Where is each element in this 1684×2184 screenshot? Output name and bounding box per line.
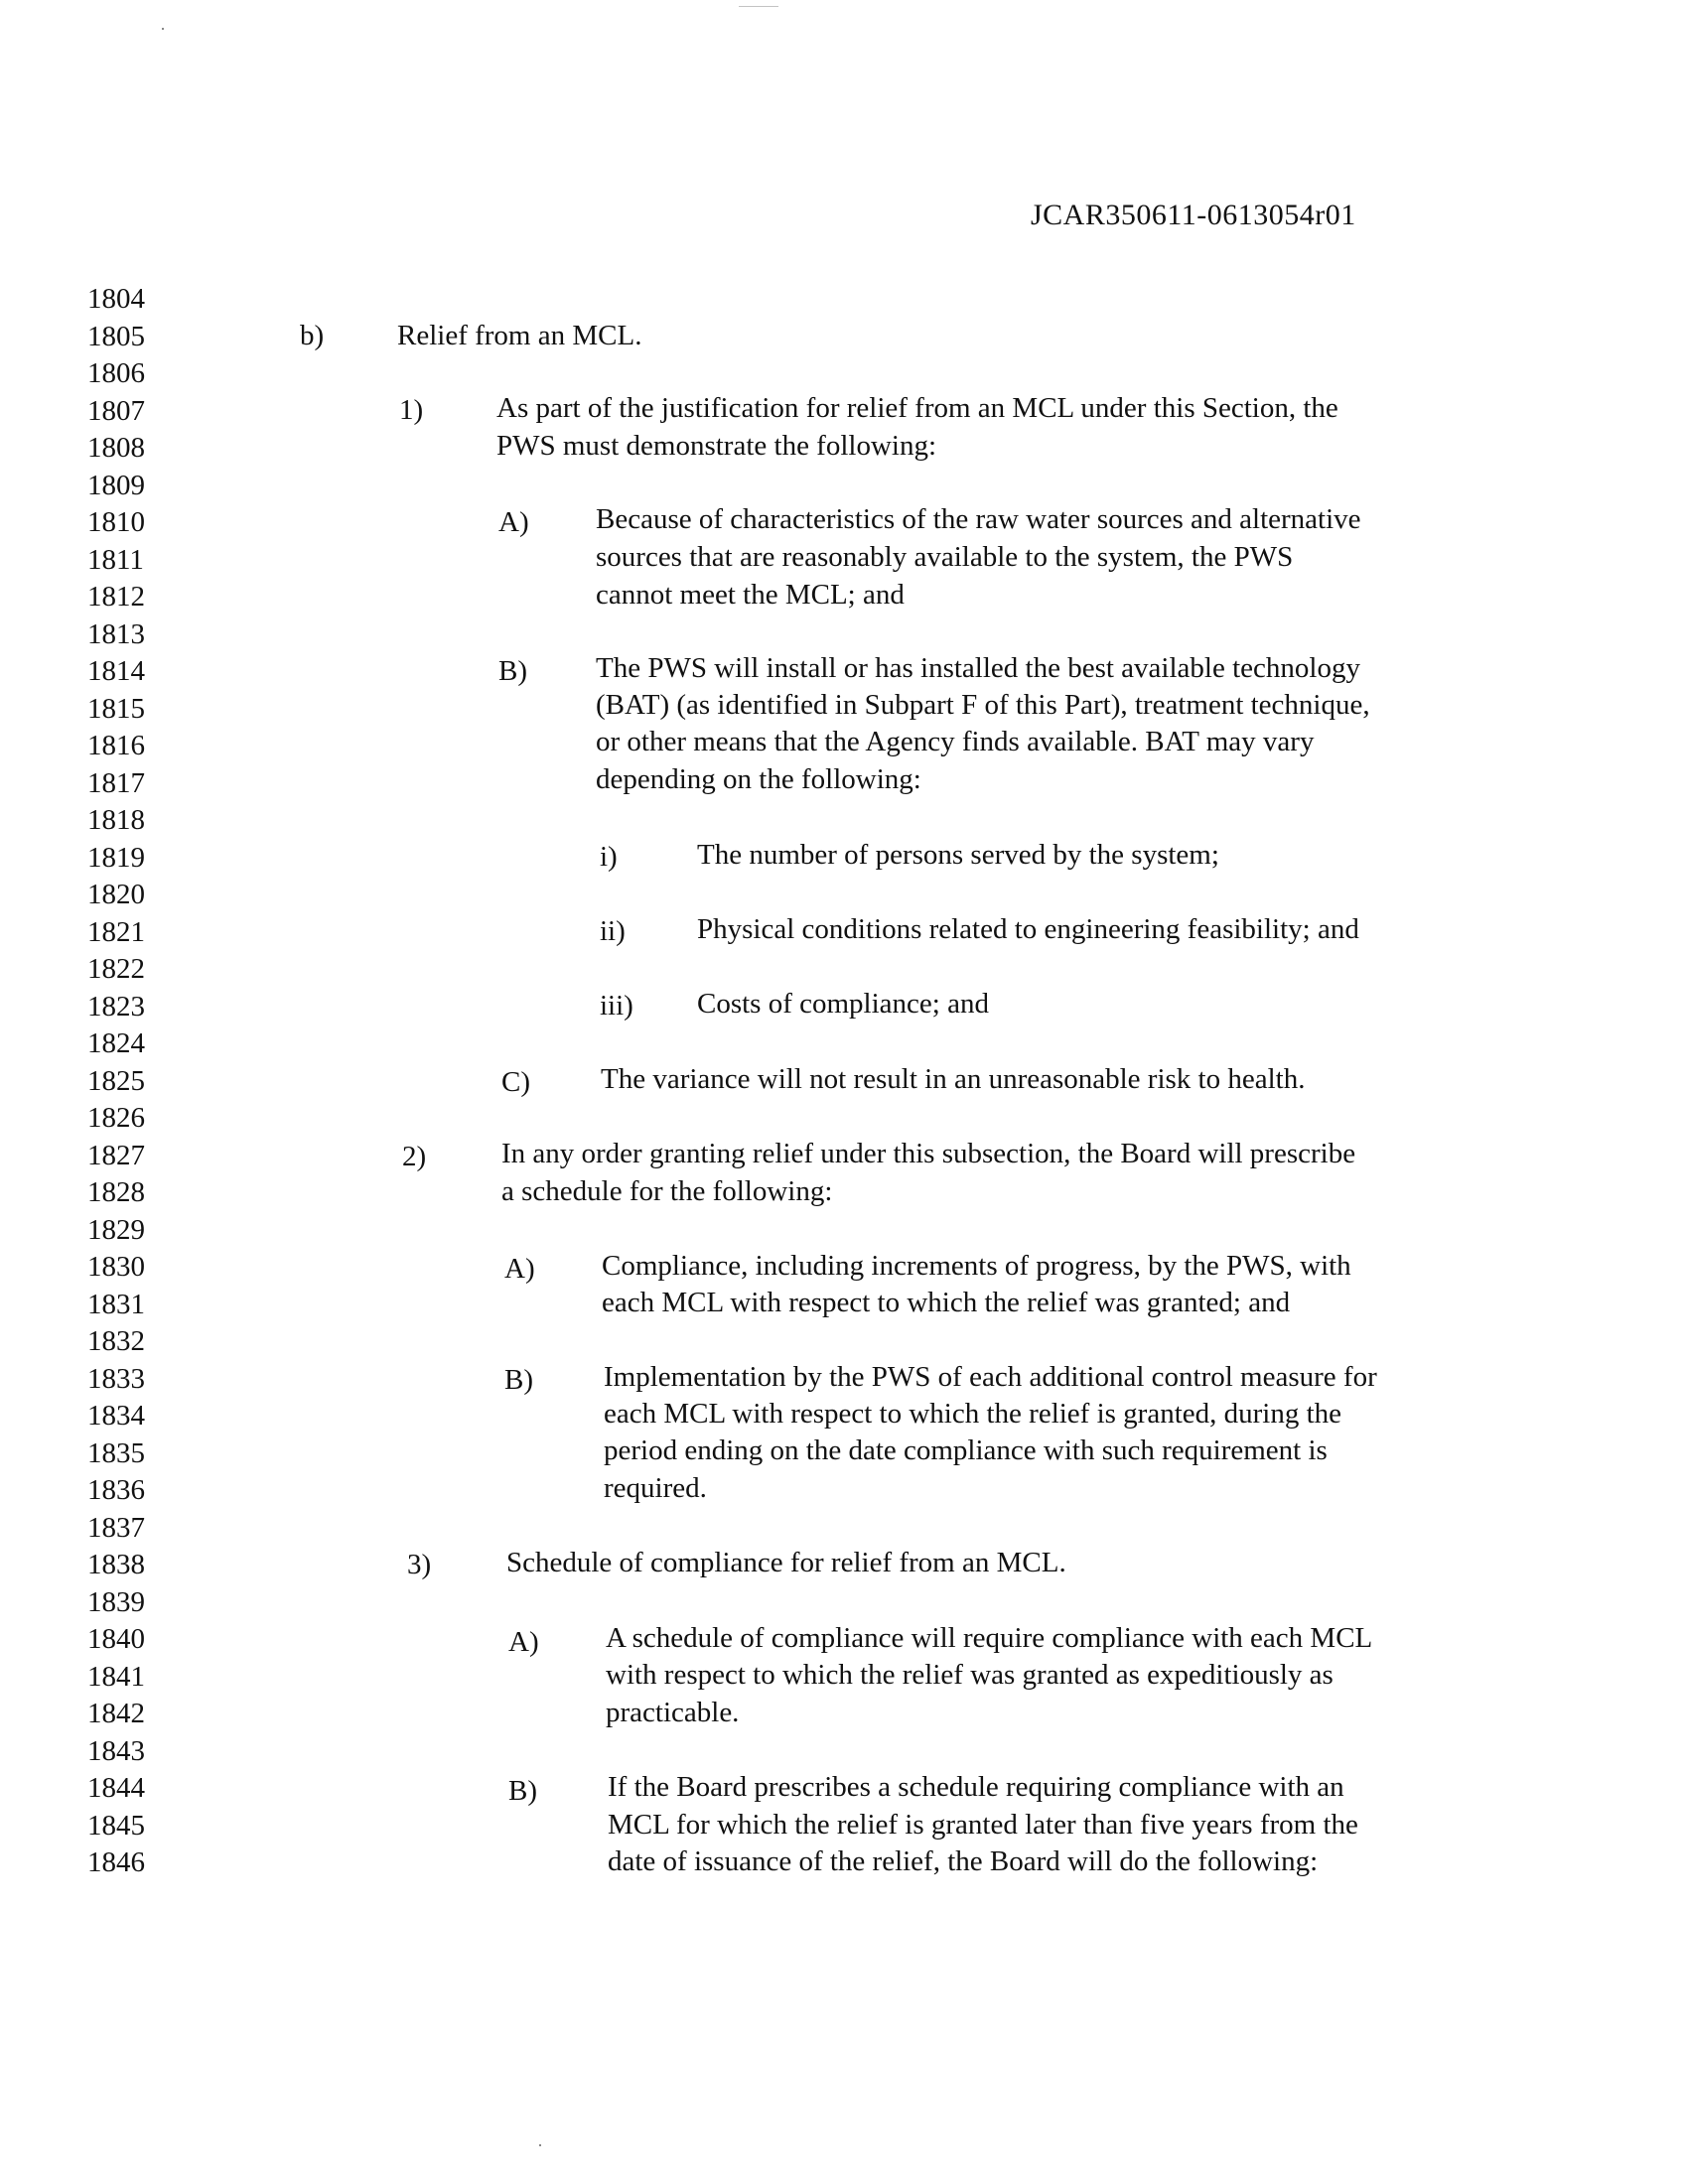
paragraph-line: PWS must demonstrate the following: <box>496 430 937 462</box>
line-number: 1816 <box>87 730 145 761</box>
paragraph-line: each MCL with respect to which the relief was granted; and <box>602 1287 1291 1318</box>
line-number: 1839 <box>87 1585 145 1618</box>
paragraph-line: Compliance, including increments of progress, by the PWS, with <box>602 1250 1351 1282</box>
line-number: 1841 <box>87 1660 145 1693</box>
line-number: 1843 <box>87 1734 145 1767</box>
outline-label-B: B) <box>498 655 527 687</box>
line-number: 1846 <box>87 1846 145 1878</box>
paragraph-line: The number of persons served by the system; <box>697 839 1219 871</box>
paragraph-line: MCL for which the relief is granted later than five years from the <box>608 1809 1358 1841</box>
line-number: 1823 <box>87 990 145 1023</box>
line-number: 1814 <box>87 655 145 687</box>
line-number: 1833 <box>87 1362 145 1395</box>
paragraph-line: or other means that the Agency finds available. BAT may vary <box>596 726 1315 757</box>
outline-label-C: C) <box>501 1066 530 1098</box>
line-number: 1825 <box>87 1064 145 1097</box>
section-heading: Relief from an MCL. <box>397 320 642 351</box>
paragraph-line: Implementation by the PWS of each additional control measure for <box>604 1361 1377 1393</box>
paragraph-line: As part of the justification for relief from an MCL under this Section, the <box>496 392 1338 424</box>
paragraph-line: period ending on the date compliance with such requirement is <box>604 1434 1328 1466</box>
paragraph-line: with respect to which the relief was granted as expeditiously as <box>606 1659 1333 1691</box>
line-number: 1826 <box>87 1102 145 1134</box>
scan-speck <box>162 28 164 30</box>
line-number: 1818 <box>87 804 145 836</box>
outline-label-2: 2) <box>402 1141 427 1172</box>
line-number: 1808 <box>87 432 145 464</box>
document-id: JCAR350611-0613054r01 <box>1031 199 1356 231</box>
outline-label-3: 3) <box>407 1549 432 1580</box>
line-number: 1837 <box>87 1511 145 1544</box>
paragraph-line: cannot meet the MCL; and <box>596 579 905 611</box>
line-number: 1844 <box>87 1772 145 1804</box>
line-number: 1835 <box>87 1436 145 1469</box>
line-number: 1838 <box>87 1549 145 1580</box>
line-number: 1809 <box>87 469 145 501</box>
outline-label-A: A) <box>498 506 529 538</box>
line-number: 1805 <box>87 320 145 352</box>
line-number: 1810 <box>87 506 145 538</box>
outline-label-i: i) <box>600 841 618 873</box>
outline-label-iii: iii) <box>600 990 633 1022</box>
line-number: 1811 <box>87 543 144 576</box>
line-number: 1817 <box>87 766 145 799</box>
line-number: 1807 <box>87 394 145 427</box>
outline-label-B: B) <box>504 1364 533 1396</box>
paragraph-line: a schedule for the following: <box>501 1175 833 1207</box>
paragraph-line: date of issuance of the relief, the Board will do the following: <box>608 1845 1319 1877</box>
line-number: 1828 <box>87 1176 145 1208</box>
outline-label-1: 1) <box>399 394 424 426</box>
line-number: 1827 <box>87 1139 145 1171</box>
line-number: 1830 <box>87 1251 145 1283</box>
paragraph-line: A schedule of compliance will require compliance with each MCL <box>606 1622 1373 1654</box>
line-number: 1824 <box>87 1027 145 1059</box>
line-number: 1829 <box>87 1213 145 1246</box>
paragraph-line: The PWS will install or has installed the best available technology <box>596 652 1360 684</box>
line-number: 1812 <box>87 581 145 613</box>
paragraph-line: required. <box>604 1472 707 1504</box>
line-number: 1820 <box>87 879 145 910</box>
outline-label-b: b) <box>300 320 325 351</box>
outline-label-B: B) <box>508 1775 537 1807</box>
paragraph-line: (BAT) (as identified in Subpart F of this Part), treatment technique, <box>596 689 1370 721</box>
line-number: 1806 <box>87 357 145 389</box>
paragraph-line: In any order granting relief under this subsection, the Board will prescribe <box>501 1138 1356 1169</box>
paragraph-line: The variance will not result in an unreasonable risk to health. <box>601 1063 1306 1095</box>
paragraph-line: each MCL with respect to which the relief is granted, during the <box>604 1398 1342 1430</box>
line-number: 1831 <box>87 1288 145 1320</box>
line-number: 1821 <box>87 915 145 948</box>
line-number: 1834 <box>87 1400 145 1432</box>
line-number: 1836 <box>87 1474 145 1506</box>
paragraph-line: Costs of compliance; and <box>697 988 989 1020</box>
paragraph-line: Physical conditions related to engineering feasibility; and <box>697 913 1359 945</box>
scan-speck <box>539 2144 541 2146</box>
paragraph-line: depending on the following: <box>596 763 921 795</box>
line-number: 1842 <box>87 1698 145 1729</box>
line-number: 1845 <box>87 1809 145 1842</box>
line-number: 1813 <box>87 617 145 650</box>
outline-label-A: A) <box>504 1253 535 1285</box>
line-number: 1822 <box>87 953 145 985</box>
paragraph-line: If the Board prescribes a schedule requiring compliance with an <box>608 1771 1344 1803</box>
scan-speck <box>739 6 778 7</box>
paragraph-line: Schedule of compliance for relief from an MCL. <box>506 1547 1066 1578</box>
paragraph-line: Because of characteristics of the raw water sources and alternative <box>596 503 1361 535</box>
line-number: 1804 <box>87 283 145 315</box>
line-number-column <box>87 281 177 1882</box>
line-number: 1815 <box>87 692 145 725</box>
outline-label-ii: ii) <box>600 915 626 947</box>
paragraph-line: practicable. <box>606 1697 740 1728</box>
paragraph-line: sources that are reasonably available to the system, the PWS <box>596 541 1294 573</box>
line-number: 1832 <box>87 1325 145 1357</box>
outline-label-A: A) <box>508 1626 539 1658</box>
line-number: 1819 <box>87 841 145 874</box>
line-number: 1840 <box>87 1623 145 1655</box>
